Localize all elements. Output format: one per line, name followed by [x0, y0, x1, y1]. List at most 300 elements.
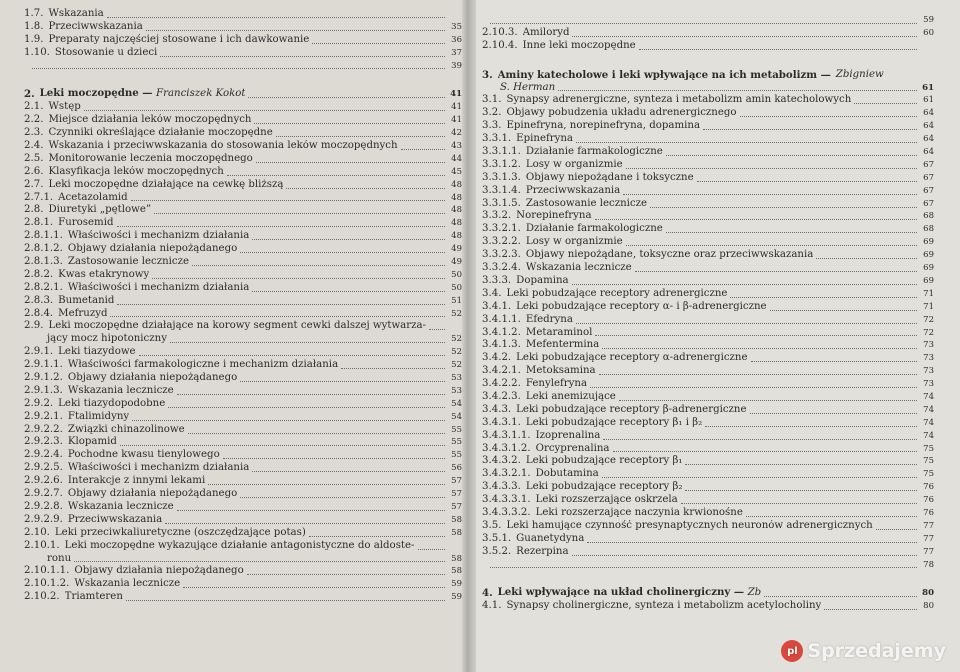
entry-title: Objawy działania niepożądanego	[67, 243, 238, 255]
leader-dots	[146, 29, 445, 31]
page-number: 64	[923, 147, 934, 158]
leader-dots	[572, 554, 917, 556]
toc-entry	[24, 127, 462, 140]
entry-number: 3.3.1.4.	[482, 184, 521, 196]
entry-number: 2.3.	[24, 127, 44, 139]
toc-entry	[482, 27, 934, 40]
entry-number: 3.3.1.3.	[482, 171, 521, 183]
entry-number: 2.8.1.3.	[24, 256, 63, 268]
toc-chapter1-tail	[24, 8, 462, 72]
page-number: 68	[923, 211, 934, 222]
leader-dots	[764, 595, 917, 597]
toc-entry	[24, 591, 462, 604]
leader-dots	[341, 367, 445, 369]
page-number: 41	[451, 115, 462, 126]
leader-dots	[613, 450, 918, 452]
page-number: 77	[923, 533, 934, 544]
page-number: 78	[923, 559, 934, 570]
toc-chapter2-tail	[482, 14, 934, 53]
entry-number: 3.3.	[482, 120, 502, 132]
toc-entry	[482, 146, 934, 159]
leader-dots	[490, 566, 917, 568]
entry-number: 2.9.2.4.	[24, 449, 63, 461]
leader-dots	[703, 128, 917, 130]
leader-dots	[603, 438, 917, 440]
page-number: 48	[451, 205, 462, 216]
chapter-4-heading	[482, 587, 934, 600]
entry-number: 3.3.2.4.	[482, 262, 521, 274]
entry-title: Przeciwwskazania	[525, 184, 621, 196]
leader-dots	[681, 502, 917, 504]
page-number: 49	[451, 257, 462, 268]
page-number: 53	[451, 385, 462, 396]
leader-dots	[74, 560, 445, 562]
toc-entry	[24, 424, 462, 437]
leader-dots	[705, 425, 917, 427]
page-number: 57	[451, 476, 462, 487]
page-number: 58	[451, 553, 462, 564]
entry-number: 2.9.2.9.	[24, 513, 63, 525]
page-number: 59	[451, 579, 462, 590]
page-number: 72	[923, 314, 934, 325]
entry-title: Norepinefryna	[516, 210, 592, 222]
entry-number: 3.3.2.1.	[482, 223, 521, 235]
toc-entry	[482, 339, 934, 352]
entry-number: 3.4.	[482, 287, 502, 299]
page-number: 53	[451, 373, 462, 384]
watermark-text: Sprzedajemy	[807, 640, 946, 662]
toc-entry	[482, 600, 934, 613]
page-number: 57	[451, 501, 462, 512]
entry-title: Mefentermina	[525, 339, 600, 351]
page-number: 75	[923, 443, 934, 454]
toc-entry	[482, 94, 934, 107]
entry-number: 2.9.	[24, 320, 44, 332]
leader-dots	[602, 476, 917, 478]
leader-dots	[126, 599, 445, 601]
page-number: 58	[451, 566, 462, 577]
entry-title: Przeciwwskazania	[48, 20, 143, 32]
toc-entry	[24, 269, 462, 282]
page-number: 57	[451, 489, 462, 500]
entry-number: 2.8.1.2.	[24, 243, 63, 255]
toc-entry	[482, 365, 934, 378]
toc-entry	[24, 243, 462, 256]
entry-number: 2.9.2.	[24, 397, 54, 409]
page-number: 64	[923, 121, 934, 132]
chapter-author: Zbigniew	[835, 68, 884, 80]
entry-number: 3.4.3.1.2.	[482, 442, 531, 454]
leader-dots	[854, 102, 917, 104]
entry-number: 2.9.2.6.	[24, 475, 63, 487]
entry-number: 2.9.1.2.	[24, 372, 63, 384]
page-number: 74	[923, 404, 934, 415]
leader-dots	[599, 373, 917, 375]
toc-entry	[24, 462, 462, 475]
entry-title: Diuretyki „pętlowe”	[48, 204, 152, 216]
entry-title: Synapsy adrenergiczne, synteza i metabolizm amin katecholowych	[506, 94, 852, 106]
entry-title: Klasyfikacja leków moczopędnych	[48, 165, 224, 177]
toc-entry	[482, 301, 934, 314]
toc-entry	[482, 443, 934, 456]
toc-entry	[482, 236, 934, 249]
page-number: 58	[451, 514, 462, 525]
leader-dots	[746, 515, 917, 517]
entry-number: 1.10.	[24, 46, 50, 58]
entry-title: Właściwości i mechanizm działania	[67, 462, 250, 474]
leader-dots	[152, 277, 445, 279]
page-number: 67	[923, 198, 934, 209]
entry-title: Leki moczopędne działające na cewkę bliższą	[48, 178, 284, 190]
leader-dots	[650, 206, 917, 208]
page-number: 74	[923, 417, 934, 428]
toc-entry	[482, 40, 934, 53]
leader-dots	[309, 535, 445, 537]
page-number: 60	[923, 27, 934, 38]
entry-title: Acetazolamid	[58, 191, 128, 203]
toc-entry	[24, 488, 462, 501]
entry-title: Miejsce działania leków moczopędnych	[48, 114, 252, 126]
entry-number: 3.4.2.2.	[482, 378, 521, 390]
chapter-title	[40, 87, 246, 101]
toc-entry	[24, 411, 462, 424]
page-number: 69	[923, 275, 934, 286]
entry-title: Wskazania lecznicze	[525, 262, 632, 274]
toc-entry	[24, 140, 462, 153]
page-number: 56	[451, 463, 462, 474]
entry-number: 3.5.1.	[482, 532, 512, 544]
entry-title: Leki pobudzające receptory β-adrenergiczne	[516, 403, 747, 415]
toc-entry	[482, 14, 934, 27]
toc-entry	[482, 468, 934, 481]
entry-title: Epinefryna, norepinefryna, dopamina	[506, 120, 701, 132]
page-number: 80	[922, 588, 934, 599]
leader-dots	[165, 522, 445, 524]
leader-dots	[254, 122, 445, 124]
entry-number: 3.4.3.3.1.	[482, 494, 531, 506]
entry-number: 1.9.	[24, 33, 44, 45]
toc-entry	[24, 60, 462, 73]
entry-number: 2.9.1.3.	[24, 384, 63, 396]
chapter-title-text: Leki wpływające na układ cholinergiczny —	[497, 586, 745, 599]
entry-title: Objawy działania niepożądanego	[74, 565, 244, 577]
entry-number: 3.4.1.	[482, 300, 512, 312]
page-number: 48	[451, 218, 462, 229]
entry-number: 3.3.1.2.	[482, 158, 521, 170]
toc-entry	[482, 185, 934, 198]
entry-title: Przeciwwskazania	[67, 513, 163, 525]
leader-dots	[286, 187, 445, 189]
toc-entry	[24, 449, 462, 462]
right-page	[468, 0, 960, 672]
page-number: 80	[923, 601, 934, 612]
entry-title: Stosowanie u dzieci	[54, 46, 158, 58]
toc-entry	[482, 507, 934, 520]
entry-title: Inne leki moczopędne	[522, 39, 636, 51]
entry-number: 2.10.1.1.	[24, 565, 70, 577]
entry-number: 3.4.1.2.	[482, 326, 521, 338]
page-number: 71	[923, 301, 934, 312]
toc-entry	[24, 308, 462, 321]
toc-entry	[24, 540, 462, 553]
page-number: 64	[923, 134, 934, 145]
page-number: 49	[451, 244, 462, 255]
toc-entry	[482, 455, 934, 468]
chapter-author-cont: S. Herman	[500, 81, 556, 93]
toc-entry	[482, 391, 934, 404]
entry-number: 3.4.2.1.	[482, 365, 521, 377]
entry-title: jący mocz hipotoniczny	[47, 333, 167, 345]
entry-title: Triamteren	[64, 591, 123, 603]
entry-number: 3.3.2.2.	[482, 236, 521, 248]
leader-dots	[626, 244, 917, 246]
leader-dots	[590, 386, 917, 388]
toc-entry	[482, 275, 934, 288]
entry-title: Metoksamina	[525, 365, 596, 377]
page-number: 55	[451, 424, 462, 435]
entry-title: Wskazania lecznicze	[74, 578, 181, 590]
entry-title: ronu	[47, 552, 72, 564]
chapter-author: Zb	[747, 587, 762, 599]
page-number: 43	[451, 141, 462, 151]
toc-entry	[482, 378, 934, 391]
page-number: 75	[923, 469, 934, 480]
leader-dots	[170, 341, 445, 343]
toc-entry	[24, 204, 462, 217]
entry-number: 2.7.1.	[24, 191, 54, 203]
leader-dots	[824, 608, 917, 610]
entry-title: Klopamid	[67, 436, 117, 448]
entry-title: Leki przeciwkaliuretyczne (oszczędzające potas)	[54, 526, 306, 538]
toc-entry	[24, 333, 462, 346]
page-number: 76	[923, 495, 934, 506]
leader-dots	[623, 193, 917, 195]
toc-entry	[24, 282, 462, 295]
entry-number: 3.4.2.	[482, 352, 512, 364]
toc-entry	[24, 553, 462, 566]
page-number: 41	[450, 89, 462, 100]
page-number: 50	[451, 269, 462, 280]
toc-entry	[482, 404, 934, 417]
page-number: 42	[451, 128, 462, 139]
entry-title: Furosemid	[58, 217, 114, 229]
page-number: 59	[923, 14, 934, 25]
page-number: 55	[451, 437, 462, 448]
toc-chapter4	[482, 600, 934, 613]
entry-number: 2.8.1.1.	[24, 230, 63, 242]
leader-dots	[188, 432, 445, 434]
page-number: 44	[451, 153, 462, 164]
entry-title: Monitorowanie leczenia moczopędnego	[48, 152, 253, 164]
entry-number: 2.8.1.	[24, 217, 54, 229]
entry-title: Leki pobudzające receptory α- i β-adrenergiczne	[516, 300, 767, 312]
page-number: 77	[923, 546, 934, 557]
leader-dots	[639, 48, 917, 50]
page-number: 52	[451, 347, 462, 358]
entry-title: Guanetydyna	[516, 532, 585, 544]
leader-dots	[240, 251, 445, 253]
entry-number: 3.4.3.1.	[482, 416, 521, 428]
leader-dots	[139, 354, 445, 356]
entry-number: 2.2.	[24, 114, 44, 126]
leader-dots	[666, 154, 917, 156]
leader-dots	[252, 470, 445, 472]
leader-dots	[252, 290, 445, 292]
entry-title: Wstęp	[48, 101, 81, 113]
leader-dots	[685, 489, 917, 491]
entry-title: Leki pobudzające receptory β₁	[525, 455, 683, 467]
leader-dots	[132, 419, 445, 421]
leader-dots	[183, 586, 445, 588]
leader-dots	[595, 334, 917, 336]
entry-number: 2.9.1.1.	[24, 359, 63, 371]
page-number: 52	[451, 334, 462, 345]
entry-title: Leki moczopędne wykazujące działanie antagonistyczne do aldoste-	[64, 539, 415, 551]
toc-entry	[24, 295, 462, 308]
leader-dots	[312, 42, 445, 44]
leader-dots	[401, 148, 445, 150]
leader-dots	[160, 55, 445, 57]
entry-title: Objawy niepożądane i toksyczne	[525, 171, 694, 183]
leader-dots	[572, 283, 917, 285]
entry-number: 2.7.	[24, 178, 44, 190]
entry-title: Epinefryna	[516, 133, 574, 145]
page-number: 45	[451, 166, 462, 177]
leader-dots	[666, 231, 917, 233]
entry-title: Leki tiazydopodobne	[58, 397, 166, 409]
page-number: 48	[451, 231, 462, 242]
leader-dots	[587, 541, 917, 543]
chapter-gap	[24, 72, 462, 88]
entry-number: 2.8.2.	[24, 268, 54, 280]
page-number: 61	[923, 95, 934, 106]
toc-entry	[24, 372, 462, 385]
toc-entry	[24, 230, 462, 243]
entry-number: 3.4.3.2.	[482, 455, 521, 467]
entry-number: 2.8.4.	[24, 307, 54, 319]
leader-dots	[227, 174, 445, 176]
entry-title: Dobutamina	[535, 468, 599, 480]
leader-dots	[740, 115, 917, 117]
entry-number: 2.9.2.8.	[24, 500, 63, 512]
toc-entry	[482, 327, 934, 340]
toc-entry	[24, 192, 462, 205]
page-number: 54	[451, 398, 462, 409]
entry-number: 3.3.1.	[482, 133, 512, 145]
entry-number: 3.4.2.3.	[482, 390, 521, 402]
leader-dots	[576, 141, 917, 143]
entry-number: 1.8.	[24, 20, 44, 32]
toc-entry	[24, 34, 462, 47]
entry-title: Działanie farmakologiczne	[525, 146, 663, 158]
entry-number: 2.8.	[24, 204, 44, 216]
toc-entry	[24, 21, 462, 34]
entry-number: 3.4.3.3.2.	[482, 506, 531, 518]
page-number: 67	[923, 185, 934, 196]
leader-dots	[131, 199, 445, 201]
toc-entry	[24, 527, 462, 540]
entry-title: Ftalimidyny	[67, 410, 130, 422]
toc-entry	[24, 578, 462, 591]
toc-entry	[482, 288, 934, 301]
entry-number: 3.4.3.3.	[482, 481, 521, 493]
leader-dots	[177, 509, 445, 511]
entry-number: 3.3.1.1.	[482, 146, 521, 158]
toc-entry	[24, 565, 462, 578]
entry-title: Leki rozszerzające oskrzela	[535, 494, 678, 506]
entry-title: Mefruzyd	[58, 307, 108, 319]
toc-entry	[24, 346, 462, 359]
entry-number: 2.10.2.	[24, 591, 60, 603]
chapter-title: Aminy katecholowe i leki wpływające na ich metabolizm —	[497, 68, 831, 81]
entry-number: 2.8.3.	[24, 294, 54, 306]
entry-title: Synapsy cholinergiczne, synteza i metabolizm acetylocholiny	[506, 600, 822, 612]
entry-title: Wskazania lecznicze	[67, 500, 174, 512]
entry-title: Orcyprenalina	[535, 442, 610, 454]
page-number: 35	[451, 21, 462, 32]
toc-entry	[482, 133, 934, 146]
page-number: 76	[923, 507, 934, 518]
leader-dots	[635, 270, 917, 272]
leader-dots	[276, 135, 445, 137]
toc-entry	[24, 320, 462, 333]
entry-title: Leki pobudzające receptory β₁ i β₂	[525, 416, 703, 428]
toc-chapter3	[482, 94, 934, 571]
toc-chapter2	[24, 101, 462, 604]
entry-number: 2.4.	[24, 140, 44, 151]
toc-entry	[24, 217, 462, 230]
entry-title: Właściwości i mechanizm działania	[67, 230, 250, 242]
leader-dots	[626, 167, 917, 169]
page-number: 69	[923, 237, 934, 248]
toc-entry	[482, 211, 934, 224]
entry-title: Leki rozszerzające naczynia krwionośne	[535, 506, 743, 518]
toc-entry	[24, 8, 462, 21]
chapter-title	[498, 586, 762, 600]
leader-dots	[208, 483, 445, 485]
toc-entry	[482, 417, 934, 430]
leader-dots	[490, 22, 917, 24]
entry-title: Wskazania lecznicze	[67, 384, 174, 396]
page-number: 73	[923, 366, 934, 377]
leader-dots	[110, 315, 445, 317]
page-number: 36	[451, 34, 462, 45]
entry-number: 2.8.2.1.	[24, 281, 63, 293]
leader-dots	[168, 406, 445, 408]
entry-number: 2.9.2.5.	[24, 462, 63, 474]
entry-title: Izoprenalina	[535, 429, 601, 441]
chapter-3-heading-line2	[482, 82, 934, 95]
entry-number: 2.10.1.	[24, 539, 60, 551]
leader-dots	[120, 444, 445, 446]
leader-dots	[685, 463, 917, 465]
leader-dots	[876, 528, 917, 530]
pl-badge-icon: pl	[781, 640, 803, 662]
page-number: 59	[451, 592, 462, 603]
leader-dots	[240, 496, 445, 498]
leader-dots	[84, 109, 445, 111]
page-number: 77	[923, 520, 934, 531]
page-number: 55	[451, 450, 462, 461]
leader-dots	[154, 212, 445, 214]
chapter-title-text: Leki moczopędne —	[39, 87, 153, 100]
leader-dots	[602, 347, 917, 349]
entry-title: Leki moczopędne działające na korowy segment cewki dalszej wytwarza-	[48, 320, 426, 332]
leader-dots	[730, 296, 917, 298]
entry-number: 2.5.	[24, 152, 44, 164]
entry-title: Bumetanid	[58, 294, 115, 306]
entry-title: Właściwości i mechanizm działania	[67, 281, 250, 293]
